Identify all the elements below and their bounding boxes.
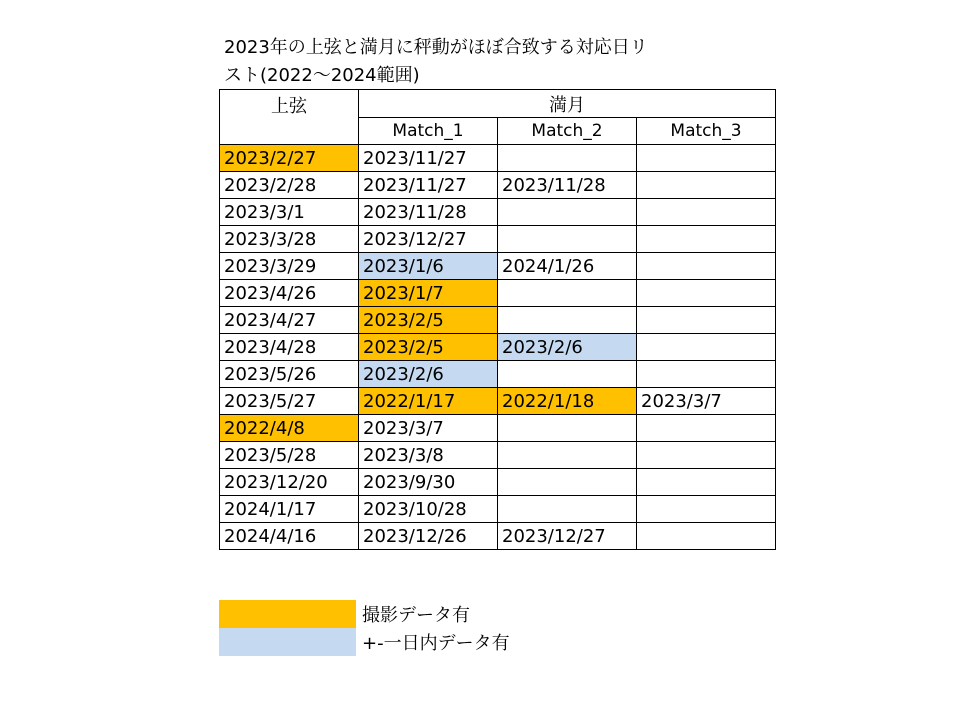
cell-match-1: 2023/11/27	[359, 172, 498, 199]
cell-match-1: 2023/2/5	[359, 334, 498, 361]
cell-match-2: 2023/12/27	[498, 523, 637, 550]
cell-match-3	[637, 361, 776, 388]
cell-match-2	[498, 361, 637, 388]
table-row	[220, 388, 776, 415]
cell-match-3	[637, 496, 776, 523]
cell-match-2: 2022/1/18	[498, 388, 637, 415]
title-line-1: 2023年の上弦と満月に秤動がほぼ合致する対応日リ	[224, 37, 648, 58]
cell-jougen: 2023/4/27	[220, 307, 359, 334]
cell-jougen: 2023/5/28	[220, 442, 359, 469]
table-row	[220, 307, 776, 334]
cell-jougen: 2023/5/26	[220, 361, 359, 388]
cell-match-1: 2023/2/6	[359, 361, 498, 388]
cell-jougen: 2023/5/27	[220, 388, 359, 415]
cell-match-1: 2023/12/26	[359, 523, 498, 550]
table-row	[220, 442, 776, 469]
page-title	[224, 34, 824, 90]
cell-match-2	[498, 496, 637, 523]
cell-match-1: 2023/11/27	[359, 145, 498, 172]
cell-match-1: 2023/10/28	[359, 496, 498, 523]
title-line-2: スト(2022～2024範囲)	[224, 65, 420, 86]
cell-match-2: 2023/11/28	[498, 172, 637, 199]
table-row	[220, 172, 776, 199]
cell-match-2: 2023/2/6	[498, 334, 637, 361]
cell-match-3	[637, 469, 776, 496]
cell-match-1: 2023/1/7	[359, 280, 498, 307]
cell-match-3	[637, 523, 776, 550]
cell-jougen: 2023/2/28	[220, 172, 359, 199]
cell-match-2	[498, 469, 637, 496]
cell-match-1: 2022/1/17	[359, 388, 498, 415]
legend-item	[219, 600, 510, 628]
cell-match-3	[637, 226, 776, 253]
match-table	[219, 89, 776, 550]
cell-match-2	[498, 280, 637, 307]
cell-match-1: 2023/1/6	[359, 253, 498, 280]
cell-match-1: 2023/12/27	[359, 226, 498, 253]
table-row	[220, 361, 776, 388]
cell-jougen: 2023/3/28	[220, 226, 359, 253]
cell-jougen: 2023/4/28	[220, 334, 359, 361]
header-match-3: Match_3	[637, 118, 776, 145]
table-row	[220, 334, 776, 361]
cell-match-1: 2023/2/5	[359, 307, 498, 334]
header-match-2: Match_2	[498, 118, 637, 145]
cell-match-2	[498, 415, 637, 442]
header-row-1	[220, 90, 776, 118]
cell-match-1: 2023/9/30	[359, 469, 498, 496]
legend-item	[219, 628, 510, 656]
cell-match-2	[498, 145, 637, 172]
cell-match-3	[637, 307, 776, 334]
legend	[219, 600, 510, 656]
cell-jougen: 2024/1/17	[220, 496, 359, 523]
cell-jougen: 2022/4/8	[220, 415, 359, 442]
legend-label: +-一日内データ有	[362, 633, 510, 654]
header-mangetsu: 満月	[359, 90, 776, 118]
table-row	[220, 280, 776, 307]
table-row	[220, 145, 776, 172]
cell-match-2	[498, 307, 637, 334]
table-row	[220, 226, 776, 253]
cell-jougen: 2023/4/26	[220, 280, 359, 307]
cell-match-3	[637, 442, 776, 469]
header-match-1: Match_1	[359, 118, 498, 145]
cell-jougen: 2023/3/1	[220, 199, 359, 226]
table-row	[220, 415, 776, 442]
cell-jougen: 2024/4/16	[220, 523, 359, 550]
cell-match-2	[498, 226, 637, 253]
cell-match-3	[637, 253, 776, 280]
cell-jougen: 2023/2/27	[220, 145, 359, 172]
legend-label: 撮影データ有	[362, 605, 470, 626]
cell-match-2	[498, 199, 637, 226]
header-jougen: 上弦	[220, 90, 359, 145]
table-row	[220, 523, 776, 550]
cell-match-2	[498, 442, 637, 469]
table-row	[220, 469, 776, 496]
cell-match-3	[637, 334, 776, 361]
table-row	[220, 253, 776, 280]
cell-match-3	[637, 172, 776, 199]
cell-match-1: 2023/3/7	[359, 415, 498, 442]
legend-swatch	[219, 600, 356, 628]
cell-match-1: 2023/11/28	[359, 199, 498, 226]
cell-match-3: 2023/3/7	[637, 388, 776, 415]
cell-match-3	[637, 145, 776, 172]
table-row	[220, 496, 776, 523]
cell-jougen: 2023/3/29	[220, 253, 359, 280]
cell-match-3	[637, 415, 776, 442]
table-row	[220, 199, 776, 226]
cell-jougen: 2023/12/20	[220, 469, 359, 496]
cell-match-1: 2023/3/8	[359, 442, 498, 469]
legend-swatch	[219, 628, 356, 656]
cell-match-3	[637, 199, 776, 226]
cell-match-2: 2024/1/26	[498, 253, 637, 280]
cell-match-3	[637, 280, 776, 307]
